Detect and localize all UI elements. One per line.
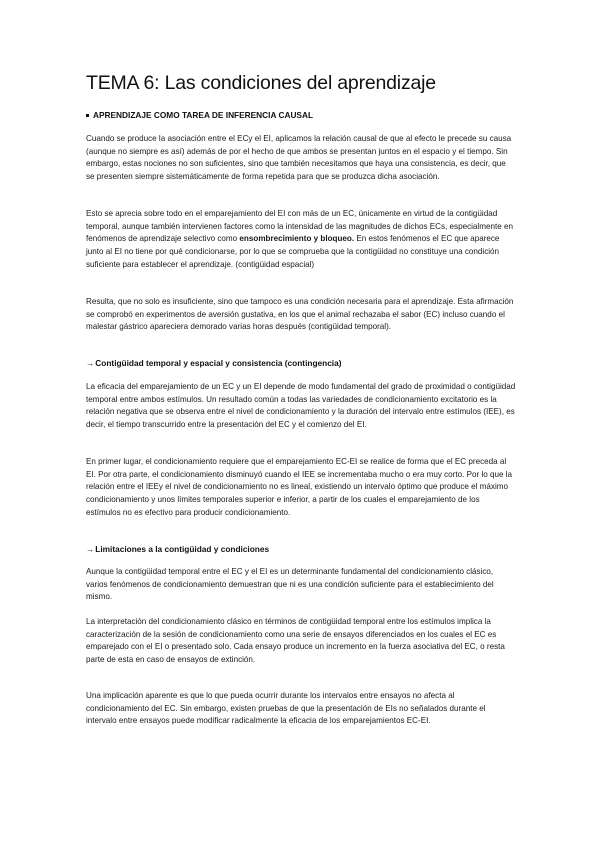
paragraph-2-bold: ensombrecimiento y bloqueo. bbox=[239, 234, 355, 244]
paragraph-2 bbox=[86, 208, 516, 272]
paragraph-3: Resulta, que no solo es insuficiente, sino que tampoco es una condición necesaria para el aprendizaje. Esta afirmación se comprobó en experimentos de aversión gustativa, en los que el animal rechazaba el sabor (EC) incluso cuando el malestar gástrico apareciera demorado varias horas después (contigüidad temporal). bbox=[86, 297, 514, 332]
subheading-limitaciones bbox=[86, 544, 269, 554]
paragraph-6: Aunque la contigüidad temporal entre el EC y el EI es un determinante fundamental del condicionamiento clásico, varios fenómenos de condicionamiento demuestran que ni es una condición suficiente para el establecimiento del mismo. bbox=[86, 567, 494, 602]
section-heading-text: APRENDIZAJE COMO TAREA DE INFERENCIA CAUSAL bbox=[93, 110, 314, 120]
arrow-right-icon: → bbox=[86, 358, 95, 368]
paragraph-7: La interpretación del condicionamiento clásico en términos de contigüidad temporal entre los estímulos implica la caracterización de la sesión de condicionamiento como una serie de ensayos diferenciados en los cuales el EC es emparejado con el EI o presentado solo. Cada ensayo produce un incremento en la fuerza asociativa del EC, o resta parte de esta en caso de ensayos de extinción. bbox=[86, 617, 505, 665]
section-heading bbox=[86, 110, 313, 120]
paragraph-5: En primer lugar, el condicionamiento requiere que el emparejamiento EC-EI se realice de forma que el EC preceda al EI. Por otra parte, el condicionamiento disminuyó cuando el IEE se incrementaba mucho o era muy corto. Por lo que la relación entre el IEEy el nivel de condicionamiento no es lineal, existiendo un intervalo óptimo que produce el máximo condicionamiento y unos límites temporales superior e inferior, a partir de los cuales el emparejamiento de los estímulos no es efectivo para producir condicionamiento. bbox=[86, 457, 513, 517]
paragraph-8: Una implicación aparente es que lo que pueda ocurrir durante los intervalos entre ensayos no afecta al condicionamiento del EC. Sin embargo, existen pruebas de que la presentación de EIs no señalados durante el intervalo entre ensayos puede modificar radicalmente la eficacia de los emparejamientos EC-EI. bbox=[86, 691, 486, 726]
subheading-limitaciones-text: Limitaciones a la contigüidad y condiciones bbox=[95, 544, 270, 554]
arrow-right-icon: → bbox=[86, 544, 95, 554]
paragraph-2-text-a: Esto se aprecia sobre todo en el emparejamiento del EI con más de un EC, únicamente en virtud de la contigüidad temporal, aunque también intervienen factores como la intensidad de las magnitudes de dichos ECs, especialmente en fenómenos de aprendizaje selectivo como bbox=[86, 209, 513, 244]
subheading-contiguidad bbox=[86, 358, 342, 368]
subheading-contiguidad-text: Contigüidad temporal y espacial y consistencia (contingencia) bbox=[95, 358, 342, 368]
page-title: TEMA 6: Las condiciones del aprendizaje bbox=[86, 72, 436, 94]
bullet-icon bbox=[86, 114, 89, 117]
paragraph-1: Cuando se produce la asociación entre el ECy el EI, aplicamos la relación causal de que al efecto le precede su causa (aunque no siempre es así) además de por el hecho de que ambos se presentan juntos en el espacio y el tiempo. Sin embargo, estas nociones no son suficientes, sino que también necesitamos que haya una consistencia, es decir, que se presenten siempre sistemáticamente de forma repetida para que se produzca dicha asociación. bbox=[86, 134, 512, 182]
paragraph-2-text-b: En estos fenómenos el EC que aparece junto al EI no tiene por qué condicionarse, por lo que se comprueba que la contigüidad no constituye una condición suficiente para establecer el aprendizaje. (contigüidad espacial) bbox=[86, 234, 500, 269]
paragraph-4: La eficacia del emparejamiento de un EC y un EI depende de modo fundamental del grado de proximidad o contigüidad temporal entre ambos estímulos. Un resultado común a todas las variedades de condicionamiento excitatorio es la relación negativa que se observa entre el nivel de condicionamiento y la duración del intervalo entre estímulos (IEE), es decir, el tiempo transcurrido entre la presentación del EC y el comienzo del EI. bbox=[86, 382, 516, 430]
